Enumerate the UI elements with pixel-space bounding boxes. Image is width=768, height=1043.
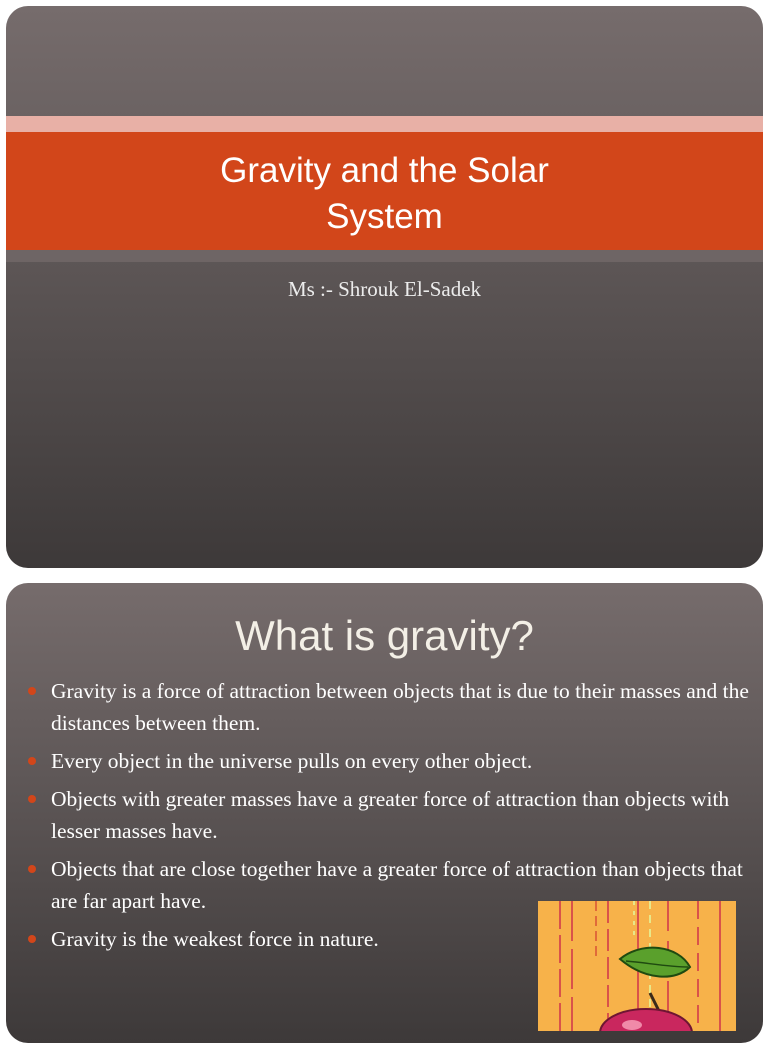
bullet-dot-icon bbox=[28, 687, 36, 695]
bullet-item bbox=[24, 675, 749, 739]
falling-apple-icon bbox=[538, 901, 736, 1031]
bullet-dot-icon bbox=[28, 865, 36, 873]
bullet-item bbox=[24, 783, 749, 847]
divider-stripe bbox=[6, 250, 763, 262]
content-slide bbox=[6, 583, 763, 1043]
title-slide bbox=[6, 6, 763, 568]
bullet-text: Gravity is the weakest force in nature. bbox=[51, 927, 379, 951]
bullet-text: Objects with greater masses have a greater force of attraction than objects with lesser masses have. bbox=[51, 787, 730, 843]
bullet-text: Gravity is a force of attraction between objects that is due to their masses and the distances between them. bbox=[51, 679, 749, 735]
slide-title bbox=[6, 148, 763, 240]
bullet-dot-icon bbox=[28, 795, 36, 803]
bullet-dot-icon bbox=[28, 757, 36, 765]
bullet-dot-icon bbox=[28, 935, 36, 943]
bullet-item bbox=[24, 745, 749, 777]
slide-heading: What is gravity? bbox=[235, 612, 534, 659]
slide-title-line-2: System bbox=[326, 197, 443, 236]
slide-subtitle: Ms :- Shrouk El-Sadek bbox=[287, 277, 482, 301]
slide-title-line-1: Gravity and the Solar bbox=[220, 151, 549, 190]
bullet-text: Every object in the universe pulls on every other object. bbox=[51, 749, 533, 773]
bullet-text: Objects that are close together have a greater force of attraction than objects that are far apart have. bbox=[51, 857, 743, 913]
accent-stripe bbox=[6, 116, 763, 132]
